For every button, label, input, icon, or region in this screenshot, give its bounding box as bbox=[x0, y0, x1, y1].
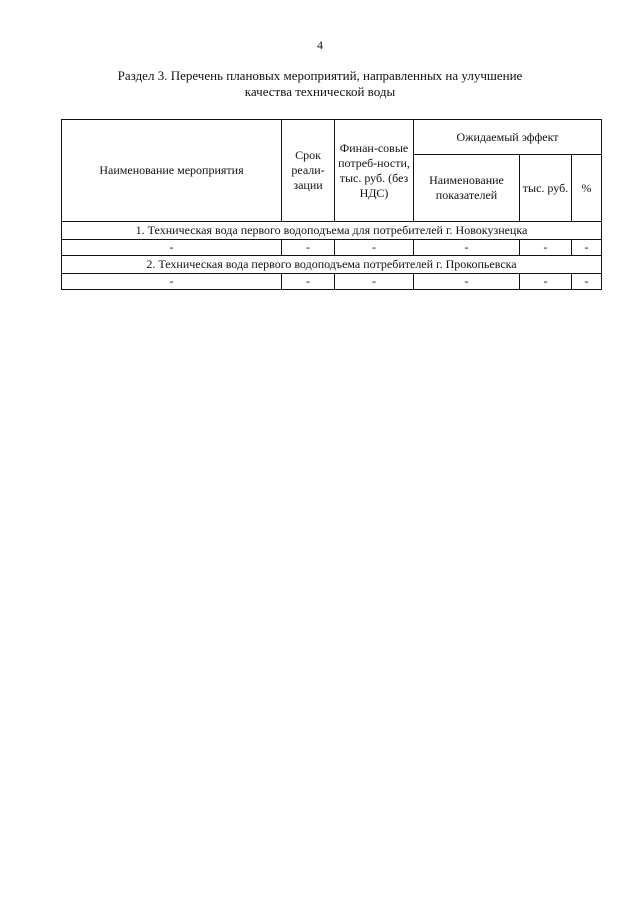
header-measure-name: Наименование мероприятия bbox=[62, 120, 282, 222]
cell-indicator: - bbox=[414, 274, 520, 290]
cell-finance: - bbox=[335, 274, 414, 290]
header-thousand-rub: тыс. руб. bbox=[520, 155, 572, 222]
header-term: Срок реали-зации bbox=[282, 120, 335, 222]
cell-term: - bbox=[282, 240, 335, 256]
header-indicator-name: Наименование показателей bbox=[414, 155, 520, 222]
header-financial-needs: Финан-совые потреб-ности, тыс. руб. (без НДС) bbox=[335, 120, 414, 222]
measures-table bbox=[61, 119, 602, 290]
cell-thousand-rub: - bbox=[520, 240, 572, 256]
cell-finance: - bbox=[335, 240, 414, 256]
cell-thousand-rub: - bbox=[520, 274, 572, 290]
table-row bbox=[62, 274, 602, 290]
page-number: 4 bbox=[317, 38, 323, 52]
section-title-line-2: качества технической воды bbox=[244, 84, 396, 99]
section-title bbox=[60, 68, 580, 100]
cell-percent: - bbox=[572, 240, 602, 256]
cell-term: - bbox=[282, 274, 335, 290]
header-percent: % bbox=[572, 155, 602, 222]
cell-measure: - bbox=[62, 240, 282, 256]
table-row bbox=[62, 240, 602, 256]
cell-indicator: - bbox=[414, 240, 520, 256]
section-title-line-1: Раздел 3. Перечень плановых мероприятий, направленных на улучшение bbox=[117, 68, 523, 83]
cell-percent: - bbox=[572, 274, 602, 290]
group-title-prokopyevsk: 2. Техническая вода первого водоподъема потребителей г. Прокопьевска bbox=[62, 256, 602, 274]
group-title-novokuznetsk: 1. Техническая вода первого водоподъема для потребителей г. Новокузнецка bbox=[62, 222, 602, 240]
header-expected-effect: Ожидаемый эффект bbox=[414, 120, 602, 155]
cell-measure: - bbox=[62, 274, 282, 290]
